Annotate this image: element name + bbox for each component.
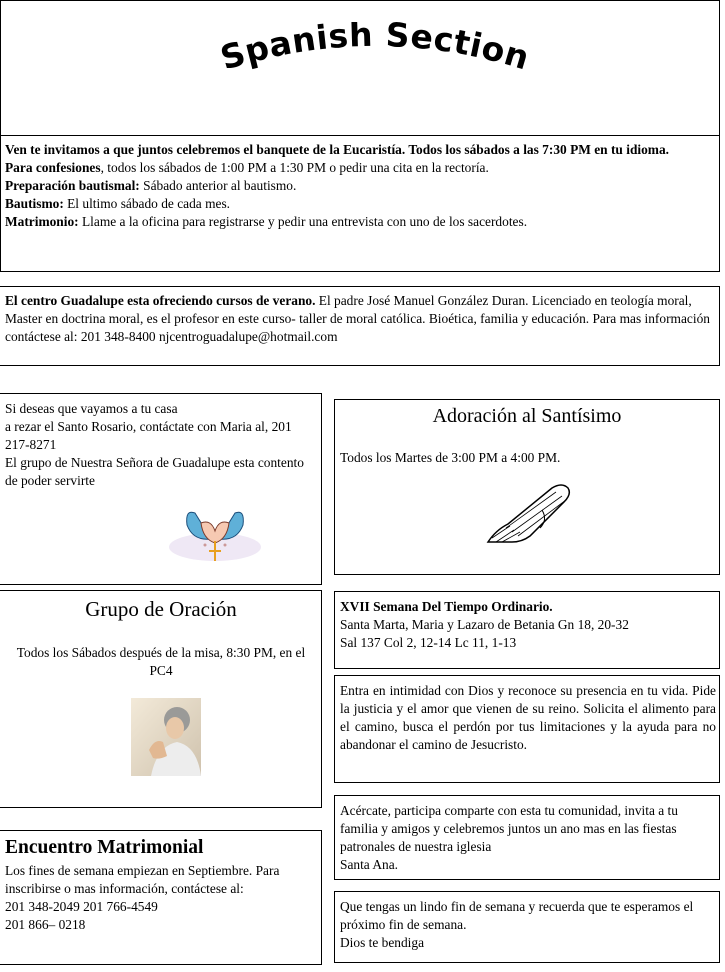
rosario-info — [5, 400, 315, 490]
oracion-text: Todos los Sábados después de la misa, 8:30 PM, en el PC4 — [16, 645, 306, 678]
centro-text: El padre José Manuel González Duran. Licenciado en teología moral, Master en doctrina moral, es el profesor en este curso- taller de moral católica. Bioética, familia y educación. Para mas información contáctese al: 201 348-8400 njcentroguadalupe@hotmail.com — [5, 293, 710, 344]
centro-info — [5, 292, 715, 346]
matrimonio-text: Llame a la oficina para registrarse y pedir una entrevista con uno de los sacerdotes. — [78, 214, 528, 229]
rosary-hands-image — [165, 505, 265, 567]
encuentro-title: Encuentro Matrimonial — [5, 837, 204, 858]
rosario-line3: El grupo de Nuestra Señora de Guadalupe esta contento de poder servirte — [5, 455, 304, 488]
eucharist-intro: Ven te invitamos a que juntos celebremos el banquete de la Eucaristía. Todos los sábados a las 7:30 PM en tu idioma. — [5, 142, 670, 157]
bautismo-text: El ultimo sábado de cada mes. — [63, 196, 231, 211]
encuentro-line2: 201 348-2049 201 766-4549 — [5, 899, 158, 914]
centro-bold: El centro Guadalupe esta ofreciendo cursos de verano. — [5, 293, 316, 308]
matrimonio-label: Matrimonio: — [5, 214, 79, 229]
semana-line2: Sal 137 Col 2, 12-14 Lc 11, 1-13 — [340, 635, 517, 650]
semana-title: XVII Semana Del Tiempo Ordinario. — [340, 599, 553, 614]
intimidad-text: Entra en intimidad con Dios y reconoce su presencia en tu vida. Pide la justicia y el amor que vienen de su reino. Solicita el alimento para el camino, busca el perdón por tus limitaciones y la ayuda para no abandonar el camino de Jesucristo. — [340, 683, 716, 752]
praying-hands-icon — [482, 480, 582, 546]
rosario-line1: Si deseas que vayamos a tu casa — [5, 401, 178, 416]
rosario-line2: a rezar el Santo Rosario, contáctate con Maria al, 201 217-8271 — [5, 419, 292, 452]
encuentro-line1: Los fines de semana empiezan en Septiembre. Para inscribirse o mas información, contáctese al: — [5, 863, 280, 896]
despedida-text: Que tengas un lindo fin de semana y recuerda que te esperamos el próximo fin de semana. — [340, 899, 694, 932]
title-text: Spanish Section — [215, 22, 535, 78]
header-divider — [0, 135, 720, 136]
fiestas-info — [340, 802, 712, 874]
adoracion-text: Todos los Martes de 3:00 PM a 4:00 PM. — [340, 450, 561, 465]
bautismo-label: Bautismo: — [5, 196, 64, 211]
despedida-sign: Dios te bendiga — [340, 935, 425, 950]
fiestas-sign: Santa Ana. — [340, 857, 399, 872]
section-title — [205, 22, 545, 92]
encuentro-info — [5, 862, 317, 934]
praying-woman-photo — [131, 698, 201, 776]
svg-text:Spanish Section — [216, 22, 534, 78]
semana-info — [340, 598, 716, 652]
bautismal-text: Sábado anterior al bautismo. — [139, 178, 297, 193]
oracion-title: Grupo de Oración — [85, 597, 237, 621]
despedida-info — [340, 898, 714, 952]
encuentro-line3: 201 866– 0218 — [5, 917, 86, 932]
semana-line1: Santa Marta, Maria y Lazaro de Betania Gn 18, 20-32 — [340, 617, 629, 632]
bautismal-label: Preparación bautismal: — [5, 178, 140, 193]
confesiones-text: , todos los sábados de 1:00 PM a 1:30 PM o pedir una cita en la rectoría. — [100, 160, 489, 175]
fiestas-text: Acércate, participa comparte con esta tu comunidad, invita a tu familia y amigos y celebremos juntos un ano mas en las fiestas patronales de nuestra iglesia — [340, 803, 678, 854]
confesiones-label: Para confesiones — [5, 160, 101, 175]
adoracion-title: Adoración al Santísimo — [432, 405, 622, 427]
eucharist-info — [5, 141, 715, 231]
